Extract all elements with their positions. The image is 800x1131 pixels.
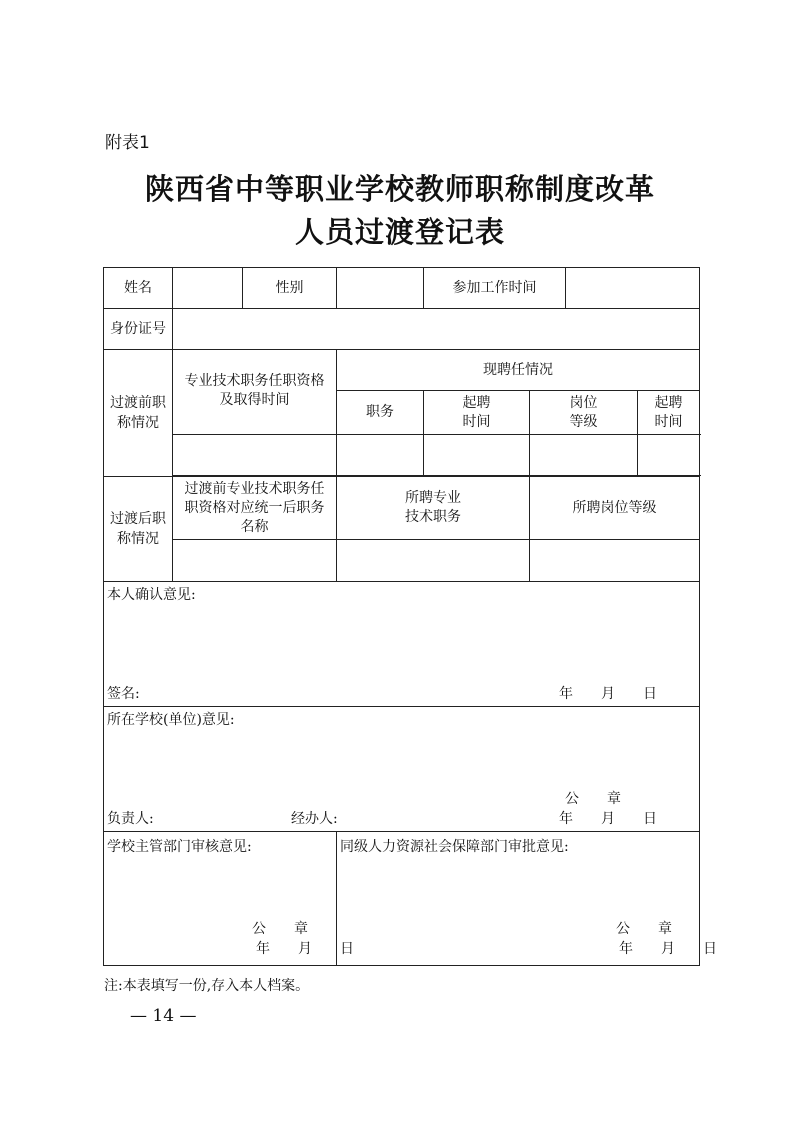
self-date-label: 年 月 日: [559, 686, 657, 702]
dept-opinion-label: 学校主管部门审核意见:: [107, 839, 252, 855]
id-number-label: 身份证号: [104, 309, 173, 350]
hr-date-label: 年 月 日: [619, 941, 717, 957]
work-start-label: 参加工作时间: [424, 268, 566, 309]
dept-date-label: 年 月 日: [256, 941, 354, 957]
attachment-label: 附表1: [105, 133, 150, 153]
school-date-label: 年 月 日: [559, 811, 657, 827]
footnote: 注:本表填写一份,存入本人档案。: [104, 978, 310, 994]
responsible-person-label: 负责人:: [107, 811, 154, 827]
form-title-line-2: 人员过渡登记表: [294, 215, 505, 249]
post-level-label-cell: [530, 391, 638, 435]
self-opinion-cell[interactable]: [104, 582, 700, 707]
self-sign-label: 签名:: [107, 686, 140, 702]
school-opinion-cell[interactable]: [104, 707, 700, 832]
after-section-text: 过渡后职称情况: [110, 511, 166, 547]
name-label: 姓名: [104, 268, 173, 309]
unified-title-label: 过渡前专业技术职务任职资格对应统一后职务名称: [184, 480, 325, 535]
hr-opinion-label: 同级人力资源社会保障部门审批意见:: [340, 839, 569, 855]
unified-title-label-cell: [173, 477, 337, 540]
school-opinion-label: 所在学校(单位)意见:: [107, 712, 235, 728]
qualification-label-cell: [173, 350, 337, 435]
start-time-label-2-cell: [638, 391, 700, 435]
start-time-field[interactable]: [424, 435, 530, 476]
position-label: 职务: [337, 391, 424, 435]
qualification-field[interactable]: [173, 435, 337, 476]
school-seal-label: 公 章: [565, 791, 621, 807]
hired-level-field[interactable]: [530, 540, 700, 582]
gender-label: 性别: [243, 268, 337, 309]
start-time-label: 起聘时间: [462, 394, 491, 430]
name-field[interactable]: [173, 268, 243, 309]
gender-field[interactable]: [337, 268, 424, 309]
page-number: — 14 —: [130, 1006, 197, 1026]
hired-title-label: 所聘专业技术职务: [405, 490, 461, 525]
current-employment-label: 现聘任情况: [337, 350, 700, 391]
handler-label: 经办人:: [291, 811, 338, 827]
self-opinion-label: 本人确认意见:: [107, 587, 196, 603]
before-section-label: [104, 350, 173, 477]
after-section-label: [104, 477, 173, 582]
id-number-field[interactable]: [173, 309, 700, 350]
hired-title-field[interactable]: [337, 540, 530, 582]
dept-opinion-cell[interactable]: [104, 832, 354, 966]
hr-opinion-cell[interactable]: [337, 832, 717, 966]
hired-level-label: 所聘岗位等级: [530, 477, 700, 540]
post-level-field[interactable]: [530, 435, 638, 476]
post-level-label: 岗位等级: [569, 394, 598, 430]
start-time-label-cell: [424, 391, 530, 435]
work-start-field[interactable]: [566, 268, 700, 309]
hr-seal-label: 公 章: [616, 921, 672, 937]
form-title-line-1: 陕西省中等职业学校教师职称制度改革: [144, 172, 655, 206]
before-section-text: 过渡前职称情况: [110, 395, 166, 431]
dept-seal-label: 公 章: [252, 921, 308, 937]
start-time-label-2: 起聘时间: [654, 394, 683, 430]
qualification-label: 专业技术职务任职资格及取得时间: [184, 373, 325, 408]
unified-title-field[interactable]: [173, 540, 337, 582]
hired-title-label-cell: [337, 477, 530, 540]
registration-form-table: [103, 267, 717, 966]
position-field[interactable]: [337, 435, 424, 476]
start-time-field-2[interactable]: [638, 435, 700, 476]
